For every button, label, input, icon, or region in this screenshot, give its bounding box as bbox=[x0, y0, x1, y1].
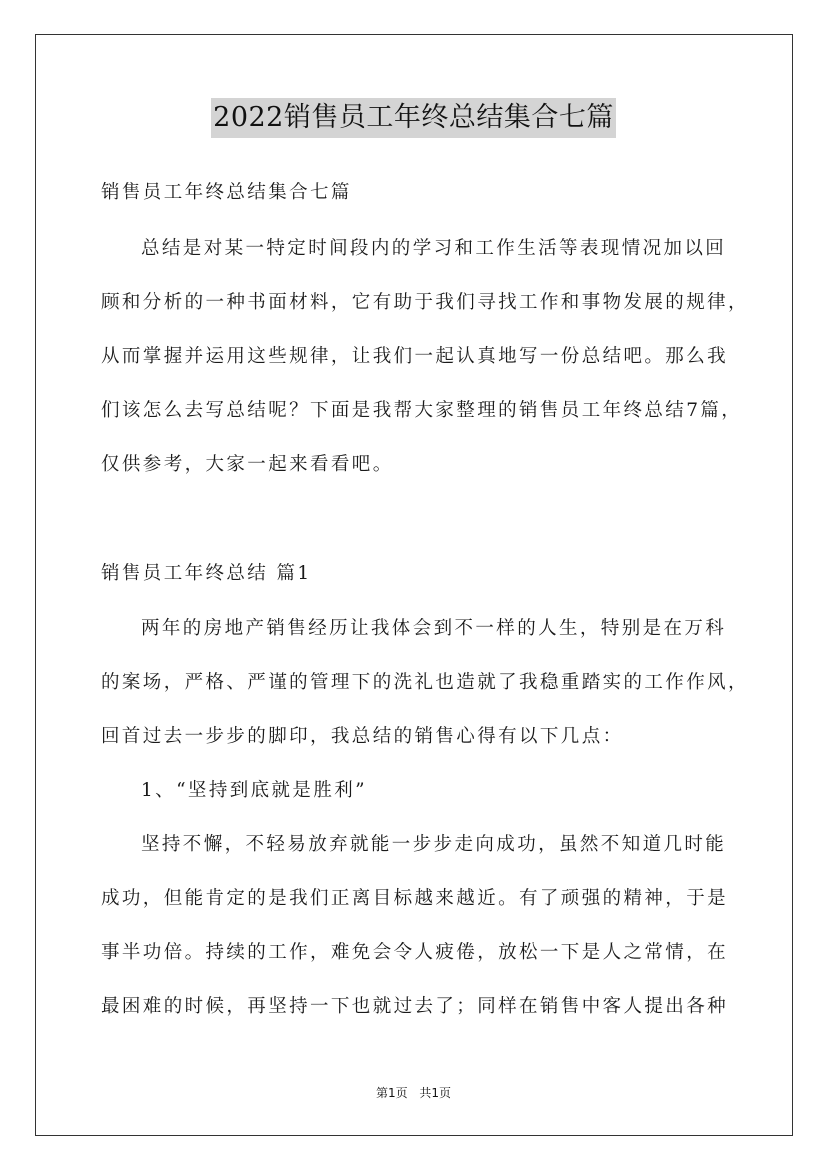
intro-line-5: 仅供参考，大家一起来看看吧。 bbox=[101, 454, 394, 475]
section-line-2: 的案场，严格、严谨的管理下的洗礼也造就了我稳重踏实的工作作风， bbox=[101, 672, 749, 693]
intro-line-4: 们该怎么去写总结呢？下面是我帮大家整理的销售员工年终总结7篇， bbox=[101, 400, 743, 421]
page-total: 共1页 bbox=[419, 1086, 452, 1100]
intro-line-1: 总结是对某一特定时间段内的学习和工作生活等表现情况加以回 bbox=[141, 238, 727, 259]
point-line-3: 事半功倍。持续的工作，难免会令人疲倦，放松一下是人之常情，在 bbox=[101, 942, 729, 963]
section-line-1: 两年的房地产销售经历让我体会到不一样的人生，特别是在万科 bbox=[141, 618, 727, 639]
section-line-3: 回首过去一步步的脚印，我总结的销售心得有以下几点： bbox=[101, 726, 624, 747]
document-title: 2022销售员工年终总结集合七篇 bbox=[211, 98, 616, 138]
document-subtitle: 销售员工年终总结集合七篇 bbox=[101, 182, 352, 203]
intro-line-3: 从而掌握并运用这些规律，让我们一起认真地写一份总结吧。那么我 bbox=[101, 346, 729, 367]
section-heading: 销售员工年终总结 篇1 bbox=[101, 563, 312, 584]
page-current: 第1页 bbox=[375, 1086, 408, 1100]
point-line-1: 坚持不懈，不轻易放弃就能一步步走向成功，虽然不知道几时能 bbox=[141, 834, 727, 855]
page-footer bbox=[0, 1084, 827, 1101]
point-heading: 1、“坚持到底就是胜利” bbox=[141, 780, 367, 801]
intro-line-2: 顾和分析的一种书面材料，它有助于我们寻找工作和事物发展的规律， bbox=[101, 292, 749, 313]
title-wrap bbox=[0, 98, 827, 138]
point-line-4: 最困难的时候，再坚持一下也就过去了；同样在销售中客人提出各种 bbox=[101, 996, 729, 1017]
point-line-2: 成功，但能肯定的是我们正离目标越来越近。有了顽强的精神，于是 bbox=[101, 888, 729, 909]
